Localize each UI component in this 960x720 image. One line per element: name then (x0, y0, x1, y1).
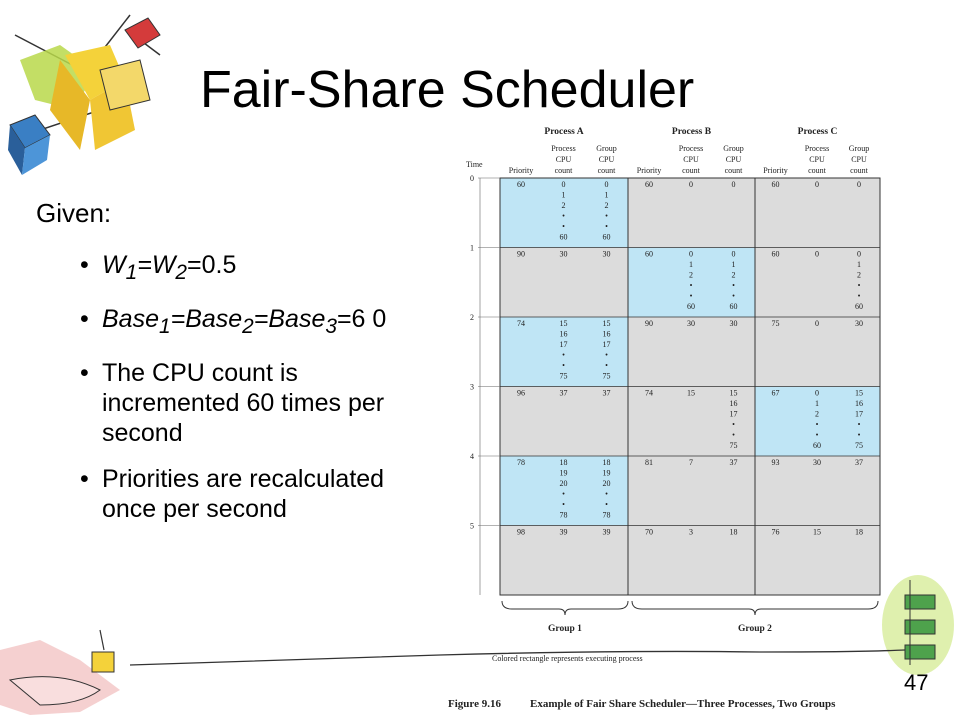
process-header: Process C (797, 127, 838, 137)
table-cell-value: 37 (602, 388, 611, 398)
table-cell-value: 60 (559, 232, 568, 242)
table-cell-value: 96 (517, 388, 525, 398)
table-cell-value: • (857, 430, 861, 440)
col-header-count: Process (804, 144, 830, 153)
table-cell-value: 74 (517, 319, 525, 328)
table-cell-value: • (605, 489, 608, 499)
table-cell-value: 30 (602, 249, 611, 259)
table-cell-value: 2 (857, 270, 861, 280)
table-cell-value: 18 (855, 527, 863, 537)
table-cell-value: 16 (602, 329, 611, 339)
table-cell-value: 37 (855, 458, 863, 467)
table-cell-value: 19 (559, 468, 568, 478)
bullet-priorities: • Priorities are recalculated once per second (78, 464, 438, 524)
col-header-count: count (808, 166, 826, 175)
time-tick-label: 1 (470, 243, 474, 253)
table-cell-value: 30 (813, 458, 821, 467)
bullet-cpu-count: • The CPU count is incremented 60 times per second (78, 358, 438, 448)
table-cell-value: 0 (731, 249, 736, 259)
table-cell-value: 0 (815, 319, 819, 328)
col-header-priority: Priority (636, 166, 662, 175)
table-cell-value: 90 (645, 319, 653, 328)
table-cell-value: 75 (771, 319, 780, 328)
table-cell-value: • (605, 500, 608, 509)
table-cell-value: 17 (855, 409, 863, 419)
table-cell-value: 1 (731, 260, 736, 269)
table-cell-value: • (732, 281, 735, 290)
col-header-count: CPU (725, 155, 742, 164)
slide-number: 47 (904, 670, 929, 695)
group-label: Group 1 (548, 624, 582, 634)
table-cell-value: • (562, 350, 565, 360)
table-cell-value: 70 (645, 527, 653, 537)
bullet-weights: • $W_1=W_2=0.5$ (78, 250, 438, 288)
table-cell-value: 2 (561, 201, 566, 210)
table-cell-value: 0 (857, 180, 861, 189)
table-cell-value: 75 (729, 441, 738, 450)
table-cell-value: 30 (855, 319, 863, 328)
table-cell-value: • (562, 222, 565, 231)
table-cell-value: • (605, 211, 608, 221)
time-tick-label: 3 (470, 382, 474, 392)
figure-caption-number: Figure 9.16 (448, 698, 501, 710)
table-cell-value: • (815, 420, 819, 429)
col-header-count: count (724, 166, 743, 175)
col-header-count: Group (723, 144, 744, 153)
table-cell-value: 18 (602, 458, 611, 467)
table-cell-value: 90 (517, 249, 525, 259)
table-cell-value: • (857, 281, 861, 290)
figure-caption-text: Example of Fair Share Scheduler—Three Processes, Two Groups (530, 698, 836, 710)
table-cell-value: 3 (689, 527, 693, 537)
time-label: Time (466, 160, 483, 169)
table-cell-value: 0 (815, 388, 819, 398)
table-cell-value: 0 (604, 180, 609, 189)
table-cell-value: 60 (771, 249, 780, 259)
table-cell-value: 2 (815, 409, 819, 419)
table-cell-value: 0 (815, 249, 819, 259)
slide-title: Fair-Share Scheduler (200, 61, 695, 119)
table-cell-value: • (732, 430, 735, 440)
table-cell-value: 15 (602, 319, 611, 328)
table-cell-value: 2 (689, 270, 693, 280)
time-tick-label: 2 (470, 313, 474, 322)
group-label: Group 2 (738, 624, 772, 634)
table-cell-value: 78 (517, 458, 525, 467)
table-cell-value: • (562, 211, 565, 221)
col-header-count: Process (678, 144, 704, 153)
table-cell-value: 74 (645, 388, 653, 398)
table-cell-value: 93 (771, 458, 780, 467)
col-header-count: CPU (555, 155, 572, 164)
table-cell-value: 1 (689, 260, 693, 269)
col-header-count: Group (596, 144, 617, 153)
table-cell-value: 0 (815, 180, 819, 189)
table-cell-value: • (857, 291, 861, 301)
table-cell-value: 0 (731, 180, 736, 189)
table-cell-value: 37 (729, 458, 738, 467)
table-cell-value: 81 (645, 458, 653, 467)
table-cell-value: • (562, 489, 565, 499)
table-cell-value: • (689, 281, 693, 290)
table-cell-value: 15 (729, 388, 738, 398)
group-brace (502, 601, 628, 615)
table-cell-value: 15 (855, 388, 863, 398)
col-header-count: CPU (809, 155, 825, 164)
table-cell-value: 16 (729, 399, 738, 408)
table-cell-value: • (605, 361, 608, 370)
col-header-priority: Priority (763, 166, 788, 175)
table-cell-value: • (605, 350, 608, 360)
table-cell-value: 39 (602, 527, 611, 537)
table-cell-value: 20 (602, 479, 611, 488)
table-cell-value: 0 (561, 180, 566, 189)
table-cell-value: • (562, 361, 565, 370)
table-cell-value: 30 (559, 249, 568, 259)
table-cell-value: 30 (729, 319, 738, 328)
col-header-count: CPU (851, 155, 867, 164)
table-cell-value: 15 (559, 319, 568, 328)
table-cell-value: 0 (689, 180, 693, 189)
col-header-count: CPU (683, 155, 699, 164)
table-cell-value: 16 (855, 399, 863, 408)
table-cell-value: • (815, 430, 819, 440)
table-cell-value: 7 (689, 458, 693, 467)
col-header-count: count (850, 166, 868, 175)
table-cell-value: 17 (729, 409, 738, 419)
table-cell-value: 1 (815, 399, 819, 408)
table-cell-value: 98 (517, 527, 525, 537)
process-header: Process B (671, 127, 712, 137)
table-cell-value: 18 (729, 527, 738, 537)
table-cell-value: 60 (645, 180, 653, 189)
table-cell-value: 75 (559, 371, 568, 381)
table-cell-value: 75 (855, 441, 863, 450)
table-cell-value: • (605, 222, 608, 231)
table-cell-value: 60 (645, 249, 653, 259)
col-header-count: count (554, 166, 573, 175)
col-header-count: CPU (598, 155, 615, 164)
table-cell-value: • (562, 500, 565, 509)
table-cell-value: 37 (559, 388, 568, 398)
table-cell-value: 60 (813, 441, 821, 450)
table-cell-value: 78 (559, 510, 568, 520)
table-cell-value: 2 (604, 201, 609, 210)
table-cell-value: 1 (857, 260, 861, 269)
table-cell-value: 15 (813, 527, 821, 537)
table-cell-value: 20 (559, 479, 568, 488)
table-cell-value: 1 (561, 190, 566, 200)
time-tick-label: 5 (470, 521, 474, 531)
col-header-count: Group (848, 144, 870, 153)
table-cell-value: 67 (771, 388, 780, 398)
table-cell-value: 60 (602, 232, 611, 242)
table-cell-value: • (689, 291, 693, 301)
table-cell-value: 17 (559, 340, 568, 349)
process-header: Process A (544, 127, 584, 137)
table-cell-value: 75 (602, 371, 611, 381)
group-brace (632, 601, 878, 615)
table-cell-value: 2 (731, 270, 736, 280)
given-label: Given: (36, 198, 112, 228)
table-cell-value: 0 (689, 249, 693, 259)
legend-note: Colored rectangle represents executing process (492, 654, 643, 663)
time-tick-label: 4 (470, 452, 474, 461)
table-cell-value: • (857, 420, 861, 429)
table-cell-value: 60 (517, 180, 525, 189)
table-cell-value: 60 (729, 302, 738, 311)
col-header-count: count (682, 166, 700, 175)
col-header-count: count (597, 166, 616, 175)
table-cell-value: • (732, 420, 735, 429)
table-cell-value: 30 (687, 319, 695, 328)
col-header-priority: Priority (508, 166, 534, 175)
col-header-count: Process (551, 144, 576, 153)
table-cell-value: 60 (771, 180, 780, 189)
table-cell-value: 60 (855, 302, 863, 311)
time-tick-label: 0 (470, 174, 474, 183)
table-cell-value: 0 (857, 249, 861, 259)
table-cell-value: 78 (602, 510, 611, 520)
table-cell-value: 76 (771, 527, 780, 537)
bullet-base: • Base$_1$=Base$_2$=Base$_3$=6 0 (78, 304, 438, 342)
table-cell-value: 60 (687, 302, 695, 311)
table-cell-value: 19 (602, 468, 611, 478)
table-cell-value: 16 (559, 329, 568, 339)
table-cell-value: 17 (602, 340, 611, 349)
table-cell-value: • (732, 291, 735, 301)
table-cell-value: 39 (559, 527, 568, 537)
table-cell-value: 18 (559, 458, 568, 467)
table-cell-value: 1 (604, 190, 609, 200)
table-cell-value: 15 (687, 388, 695, 398)
